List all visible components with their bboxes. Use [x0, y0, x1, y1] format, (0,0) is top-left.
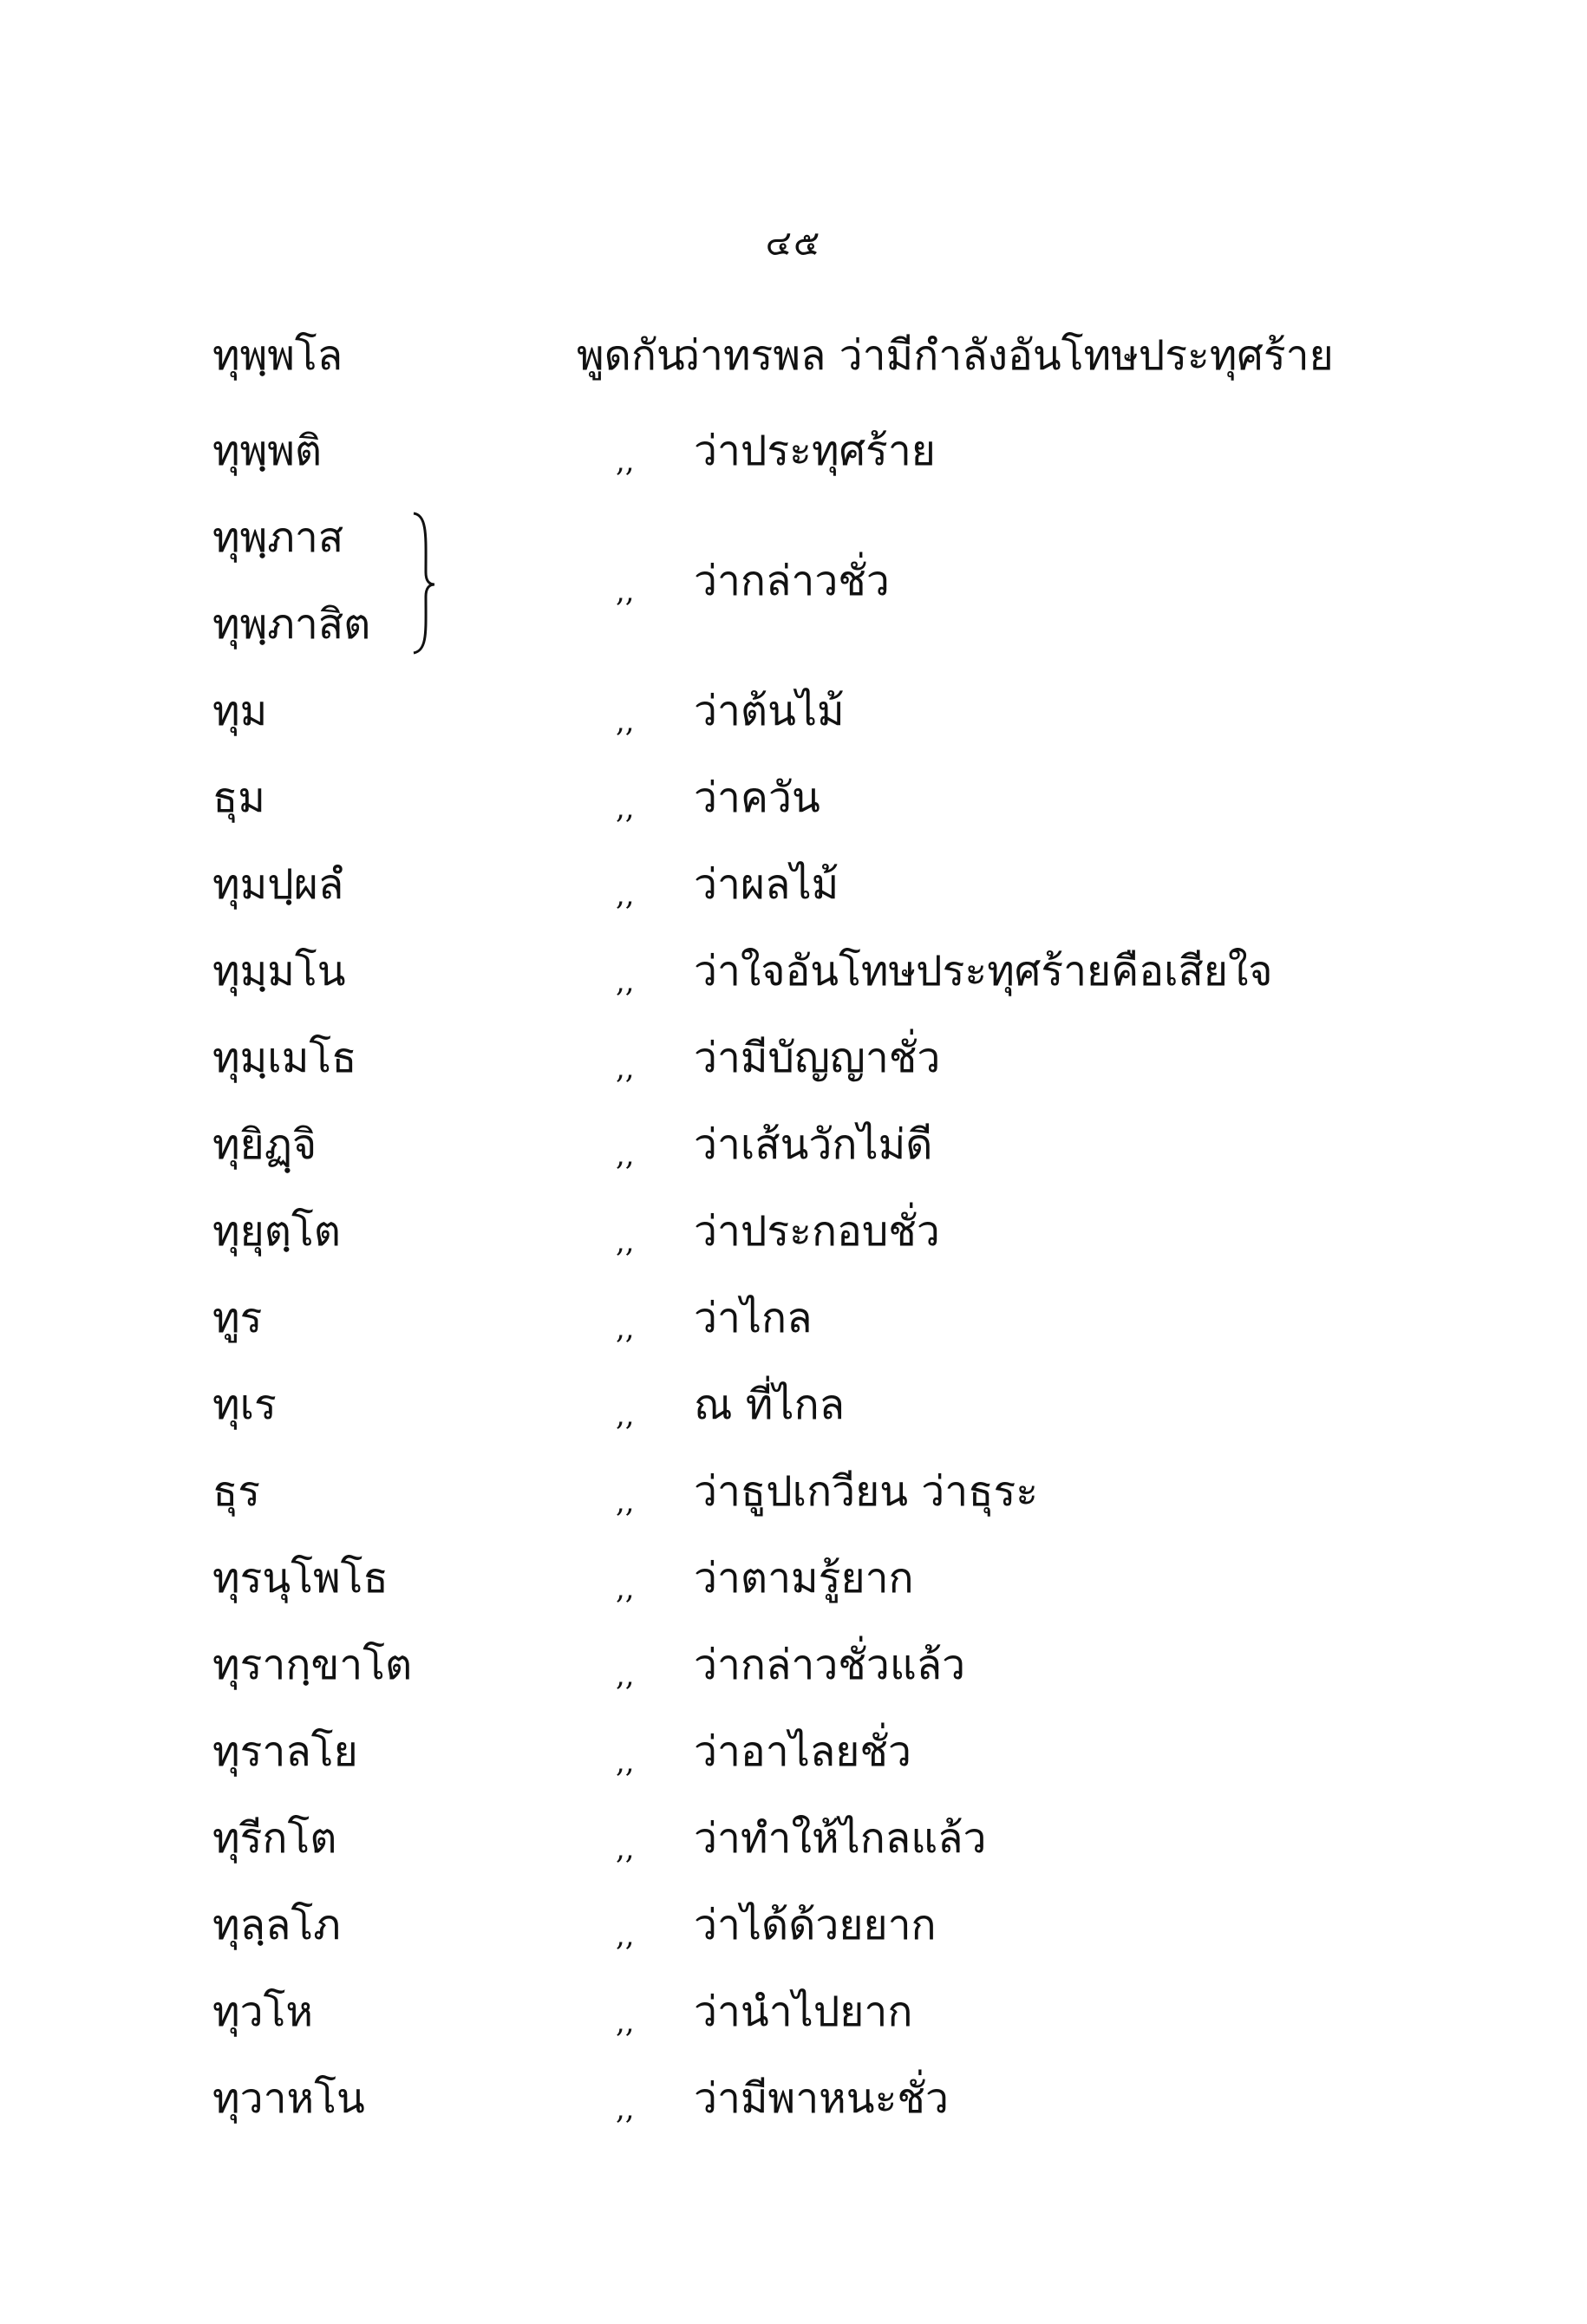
entry-gloss: ว่ามีบัญญาชั่ว	[694, 1034, 941, 1082]
entry-term: ทุพฺภาส	[212, 513, 344, 562]
entry-term: ทุม	[212, 687, 268, 735]
entry-term: ทุพฺพโล	[212, 331, 343, 380]
ditto-mark: ,,	[616, 1398, 635, 1433]
ditto-mark: ,,	[616, 1918, 635, 1953]
entry-gloss: ว่าธูปเกวียน ว่าธุระ	[694, 1467, 1039, 1516]
list-item	[212, 841, 1427, 928]
ditto-mark: ,,	[616, 1571, 635, 1606]
list-item	[212, 1361, 1427, 1448]
entry-gloss: ว่าใจอันโทษประทุศร้ายคือเสียใจ	[694, 947, 1273, 996]
ditto-mark: ,,	[616, 964, 635, 999]
entry-gloss: ว่าทำให้ไกลแล้ว	[694, 1814, 987, 1863]
entry-gloss: ว่าทรพล ว่ามีกำลังอันโทษประทุศร้าย	[676, 331, 1334, 380]
entry-gloss: ว่าตามรู้ยาก	[694, 1554, 914, 1603]
list-item	[212, 1101, 1427, 1188]
ditto-mark: ,,	[616, 444, 635, 479]
list-item	[212, 1795, 1427, 1882]
ditto-mark: ,,	[616, 1051, 635, 1086]
list-item	[212, 1448, 1427, 1535]
list-item	[212, 2055, 1427, 2142]
entry-gloss: ว่าผลไม้	[694, 860, 839, 909]
ditto-mark: ,,	[616, 878, 635, 912]
ditto-mark: ,,	[616, 1745, 635, 1779]
page-number: ๔๕	[765, 224, 822, 264]
ditto-mark: ,,	[616, 1831, 635, 1866]
entry-term: ทูร	[212, 1294, 263, 1342]
entry-term: ทุมฺเมโธ	[212, 1034, 357, 1082]
entry-term: ทุมฺมโน	[212, 947, 346, 996]
entry-gloss: ว่ากล่าวชั่ว	[694, 557, 890, 605]
list-item	[212, 668, 1427, 754]
ditto-mark: ,,	[616, 791, 635, 826]
list-item	[212, 1622, 1427, 1708]
ditto-mark: ,,	[616, 1138, 635, 1172]
entry-gloss: ว่าเส้นวักไม่ดี	[694, 1120, 933, 1169]
entry-term: ทุเร	[212, 1381, 277, 1429]
entry-lead: พูดกัน	[577, 331, 685, 380]
entry-gloss: ว่ามีพาหนะชั่ว	[694, 2074, 949, 2123]
ditto-mark: ,,	[616, 574, 635, 609]
list-item	[212, 1708, 1427, 1795]
grouped-entry	[212, 494, 1427, 668]
list-item	[212, 1968, 1427, 2055]
list-item	[212, 1015, 1427, 1101]
entry-gloss: ว่าต้นไม้	[694, 687, 845, 735]
entry-term: ทุยุตฺโต	[212, 1207, 341, 1256]
entry-term: ทุมปฺผลํ	[212, 860, 344, 909]
list-item	[212, 1188, 1427, 1275]
entry-term: ธุม	[212, 774, 265, 822]
entry-term: ทุลฺลโภ	[212, 1901, 341, 1949]
entry-gloss: ว่านำไปยาก	[694, 1988, 913, 2036]
ditto-mark: ,,	[616, 1311, 635, 1346]
entry-term: ทุพฺภาสิต	[212, 600, 371, 649]
entry-list	[212, 312, 1427, 2142]
list-item	[212, 1535, 1427, 1622]
entry-gloss: ว่าอาไลยชั่ว	[694, 1727, 911, 1776]
entry-term: ทุราลโย	[212, 1727, 358, 1776]
entry-term: ทุรีกโต	[212, 1814, 337, 1863]
entry-term: ธุร	[212, 1467, 261, 1516]
ditto-mark: ,,	[616, 2005, 635, 2040]
entry-gloss: ว่าได้ด้วยยาก	[694, 1901, 937, 1949]
ditto-mark: ,,	[616, 1658, 635, 1693]
ditto-mark: ,,	[616, 1485, 635, 1519]
entry-gloss: ว่าประทุศร้าย	[694, 427, 936, 475]
entry-gloss: ว่าควัน	[694, 774, 820, 822]
ditto-mark: ,,	[616, 1224, 635, 1259]
entry-gloss: ว่ากล่าวชั่วแล้ว	[694, 1641, 966, 1689]
entry-gloss: ว่าประกอบชั่ว	[694, 1207, 940, 1256]
list-item	[212, 928, 1427, 1015]
list-item	[212, 1882, 1427, 1968]
list-item	[212, 754, 1427, 841]
entry-term: ทุวาหโน	[212, 2074, 365, 2123]
entry-term: ทุรากฺขาโต	[212, 1641, 413, 1689]
list-item	[212, 1275, 1427, 1361]
list-item	[212, 408, 1427, 494]
entry-term: ทุพฺพติ	[212, 427, 323, 475]
right-brace	[405, 512, 440, 655]
ditto-mark: ,,	[616, 2092, 635, 2126]
entry-term: ทุวโห	[212, 1988, 314, 2036]
entry-gloss: ว่าไกล	[694, 1294, 813, 1342]
list-item	[212, 312, 1427, 408]
entry-gloss: ณ ที่ไกล	[694, 1381, 846, 1429]
entry-term: ทุรนุโพโธ	[212, 1554, 389, 1603]
ditto-mark: ,,	[616, 704, 635, 739]
entry-term: ทุยิฏฺจิ	[212, 1120, 317, 1169]
